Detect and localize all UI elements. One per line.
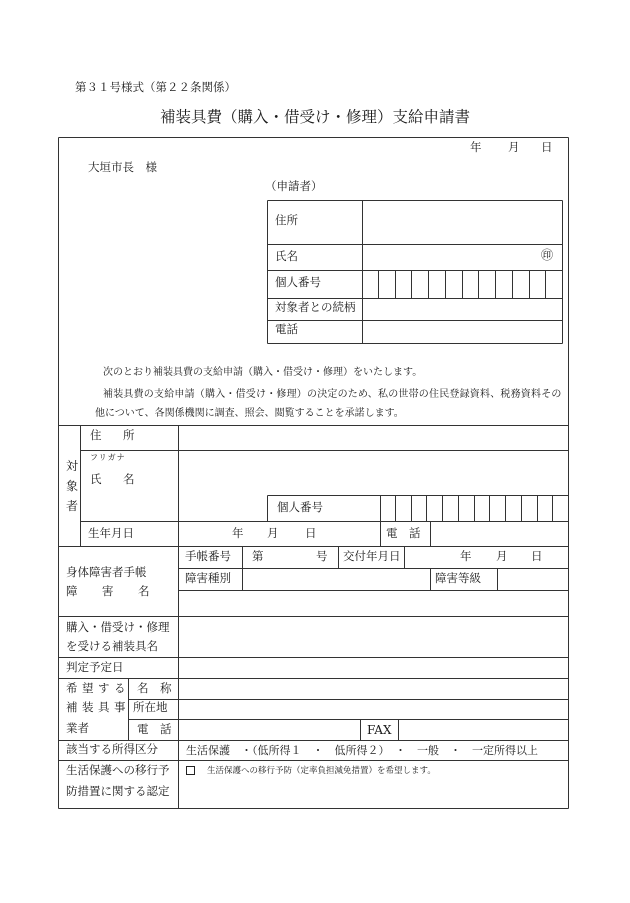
issue-date-month-label: 月: [496, 549, 508, 563]
income-category-label: 該当する所得区分: [66, 742, 158, 756]
vendor-location-label: 所在地: [133, 700, 168, 714]
subject-group-label-3: 者: [66, 499, 79, 513]
subject-my-number-digit-box[interactable]: [474, 495, 490, 521]
subject-my-number-digit-box[interactable]: [505, 495, 521, 521]
birthdate-year-label: 年: [232, 526, 244, 540]
subject-phone-label: 電 話: [386, 526, 421, 540]
birthdate-day-label: 日: [305, 526, 317, 540]
subject-birthdate-field[interactable]: [179, 522, 380, 546]
statement-line-1: 次のとおり補装具費の支給申請（購入・借受け・修理）をいたします。: [103, 367, 423, 378]
subject-address-label: 住 所: [90, 428, 140, 442]
date-year-label: 年: [470, 140, 482, 154]
vendor-fax-field[interactable]: [399, 720, 568, 740]
application-date-field[interactable]: [420, 140, 560, 157]
subject-my-number-digit-box[interactable]: [380, 495, 395, 521]
subject-my-number-digit-box[interactable]: [552, 495, 568, 521]
subject-my-number-digit-box[interactable]: [458, 495, 474, 521]
vendor-label-line-2: 補装具事: [66, 700, 130, 714]
applicant-my-number-digit-box[interactable]: [428, 270, 445, 298]
welfare-label-line-2: 防措置に関する認定: [66, 784, 170, 798]
applicant-name-field[interactable]: [363, 245, 562, 270]
disability-type-field[interactable]: [243, 569, 430, 590]
vendor-location-field[interactable]: [179, 700, 568, 719]
statement-line-3: 他について、各関係機関に調査、照会、閲覧することを承諾します。: [95, 408, 404, 419]
subject-my-number-digit-box[interactable]: [521, 495, 537, 521]
subject-group-label-1: 対: [66, 459, 79, 473]
addressee: 大垣市長 様: [88, 160, 157, 174]
seal-icon: ㊞: [541, 248, 554, 262]
subject-phone-field[interactable]: [431, 522, 568, 546]
applicant-phone-field[interactable]: [363, 321, 562, 343]
applicant-my-number-digit-box[interactable]: [411, 270, 428, 298]
device-label-line-1: 購入・借受け・修理: [66, 620, 170, 634]
statement-line-2: 補装具費の支給申請（購入・借受け・修理）の決定のため、私の世帯の住民登録資料、税務資料その: [103, 389, 562, 400]
disability-grade-label: 障害等級: [435, 571, 481, 585]
disability-grade-field[interactable]: [498, 569, 568, 590]
welfare-checkbox-label: 生活保護への移行予防（定率負担減免措置）を希望します。: [207, 766, 436, 776]
subject-my-number-digit-box[interactable]: [395, 495, 411, 521]
applicant-my-number-digit-box[interactable]: [395, 270, 412, 298]
judgment-date-label: 判定予定日: [66, 660, 124, 674]
subject-my-number-digit-box[interactable]: [442, 495, 458, 521]
applicant-my-number-digit-box[interactable]: [445, 270, 462, 298]
vendor-name-label: 名 称: [137, 681, 172, 695]
form-number: 第３１号様式（第２２条関係）: [75, 80, 236, 94]
disability-name-label: 障 害 名: [66, 584, 156, 598]
device-label-line-2: を受ける補装具名: [66, 639, 158, 653]
vendor-phone-field[interactable]: [179, 720, 360, 740]
subject-my-number-digit-box[interactable]: [411, 495, 427, 521]
applicant-relation-label: 対象者との続柄: [275, 300, 356, 314]
applicant-my-number-digit-box[interactable]: [462, 270, 479, 298]
applicant-heading: （申請者）: [265, 179, 323, 193]
subject-my-number-digit-box[interactable]: [426, 495, 442, 521]
disability-type-label: 障害種別: [185, 571, 231, 585]
applicant-my-number-label: 個人番号: [275, 275, 321, 289]
handbook-issue-date-field[interactable]: [405, 547, 568, 568]
income-category-options: 生活保護 ・（低所得１ ・ 低所得２） ・ 一般 ・ 一定所得以上: [186, 744, 538, 757]
subject-my-number-digit-box[interactable]: [537, 495, 553, 521]
disability-name-field[interactable]: [179, 591, 568, 616]
applicant-my-number-digit-box[interactable]: [478, 270, 495, 298]
subject-address-field[interactable]: [179, 426, 568, 450]
welfare-checkbox[interactable]: [186, 766, 195, 775]
issue-date-label: 交付年月日: [343, 549, 401, 563]
device-name-field[interactable]: [179, 617, 568, 657]
applicant-my-number-digit-box[interactable]: [495, 270, 512, 298]
judgment-date-field[interactable]: [179, 658, 568, 678]
date-month-label: 月: [508, 140, 520, 154]
applicant-address-label: 住所: [275, 213, 298, 227]
handbook-number-suffix: 号: [316, 549, 328, 563]
subject-birthdate-label: 生年月日: [88, 526, 134, 540]
issue-date-year-label: 年: [460, 549, 472, 563]
issue-date-day-label: 日: [531, 549, 543, 563]
subject-my-number-field: [380, 495, 568, 521]
vendor-name-field[interactable]: [179, 679, 568, 699]
subject-name-label: 氏 名: [90, 472, 140, 486]
applicant-my-number-digit-box[interactable]: [362, 270, 378, 298]
applicant-phone-label: 電話: [275, 322, 298, 336]
applicant-name-label: 氏名: [275, 249, 298, 263]
subject-my-number-digit-box[interactable]: [489, 495, 505, 521]
handbook-label: 身体障害者手帳: [66, 565, 147, 579]
subject-my-number-label: 個人番号: [277, 500, 323, 514]
birthdate-month-label: 月: [267, 526, 279, 540]
applicant-my-number-digit-box[interactable]: [378, 270, 395, 298]
vendor-phone-label: 電 話: [137, 722, 172, 736]
handbook-number-label: 手帳番号: [185, 549, 231, 563]
form-title: 補装具費（購入・借受け・修理）支給申請書: [159, 108, 470, 126]
applicant-my-number-digit-box[interactable]: [529, 270, 546, 298]
vendor-label-line-1: 希望する: [66, 681, 130, 695]
subject-group-label-2: 象: [66, 479, 79, 493]
applicant-my-number-digit-box[interactable]: [512, 270, 529, 298]
subject-name-field[interactable]: [179, 451, 568, 495]
applicant-relation-field[interactable]: [363, 299, 562, 320]
vendor-label-line-3: 業者: [66, 721, 89, 735]
welfare-label-line-1: 生活保護への移行予: [66, 763, 170, 777]
date-day-label: 日: [541, 140, 553, 154]
handbook-number-prefix: 第: [252, 549, 264, 563]
applicant-my-number-digit-box[interactable]: [545, 270, 562, 298]
vendor-fax-label: FAX: [367, 723, 392, 737]
applicant-address-field[interactable]: [363, 201, 562, 244]
applicant-my-number-field: [362, 270, 562, 298]
subject-furigana-label: フリガナ: [90, 453, 126, 462]
